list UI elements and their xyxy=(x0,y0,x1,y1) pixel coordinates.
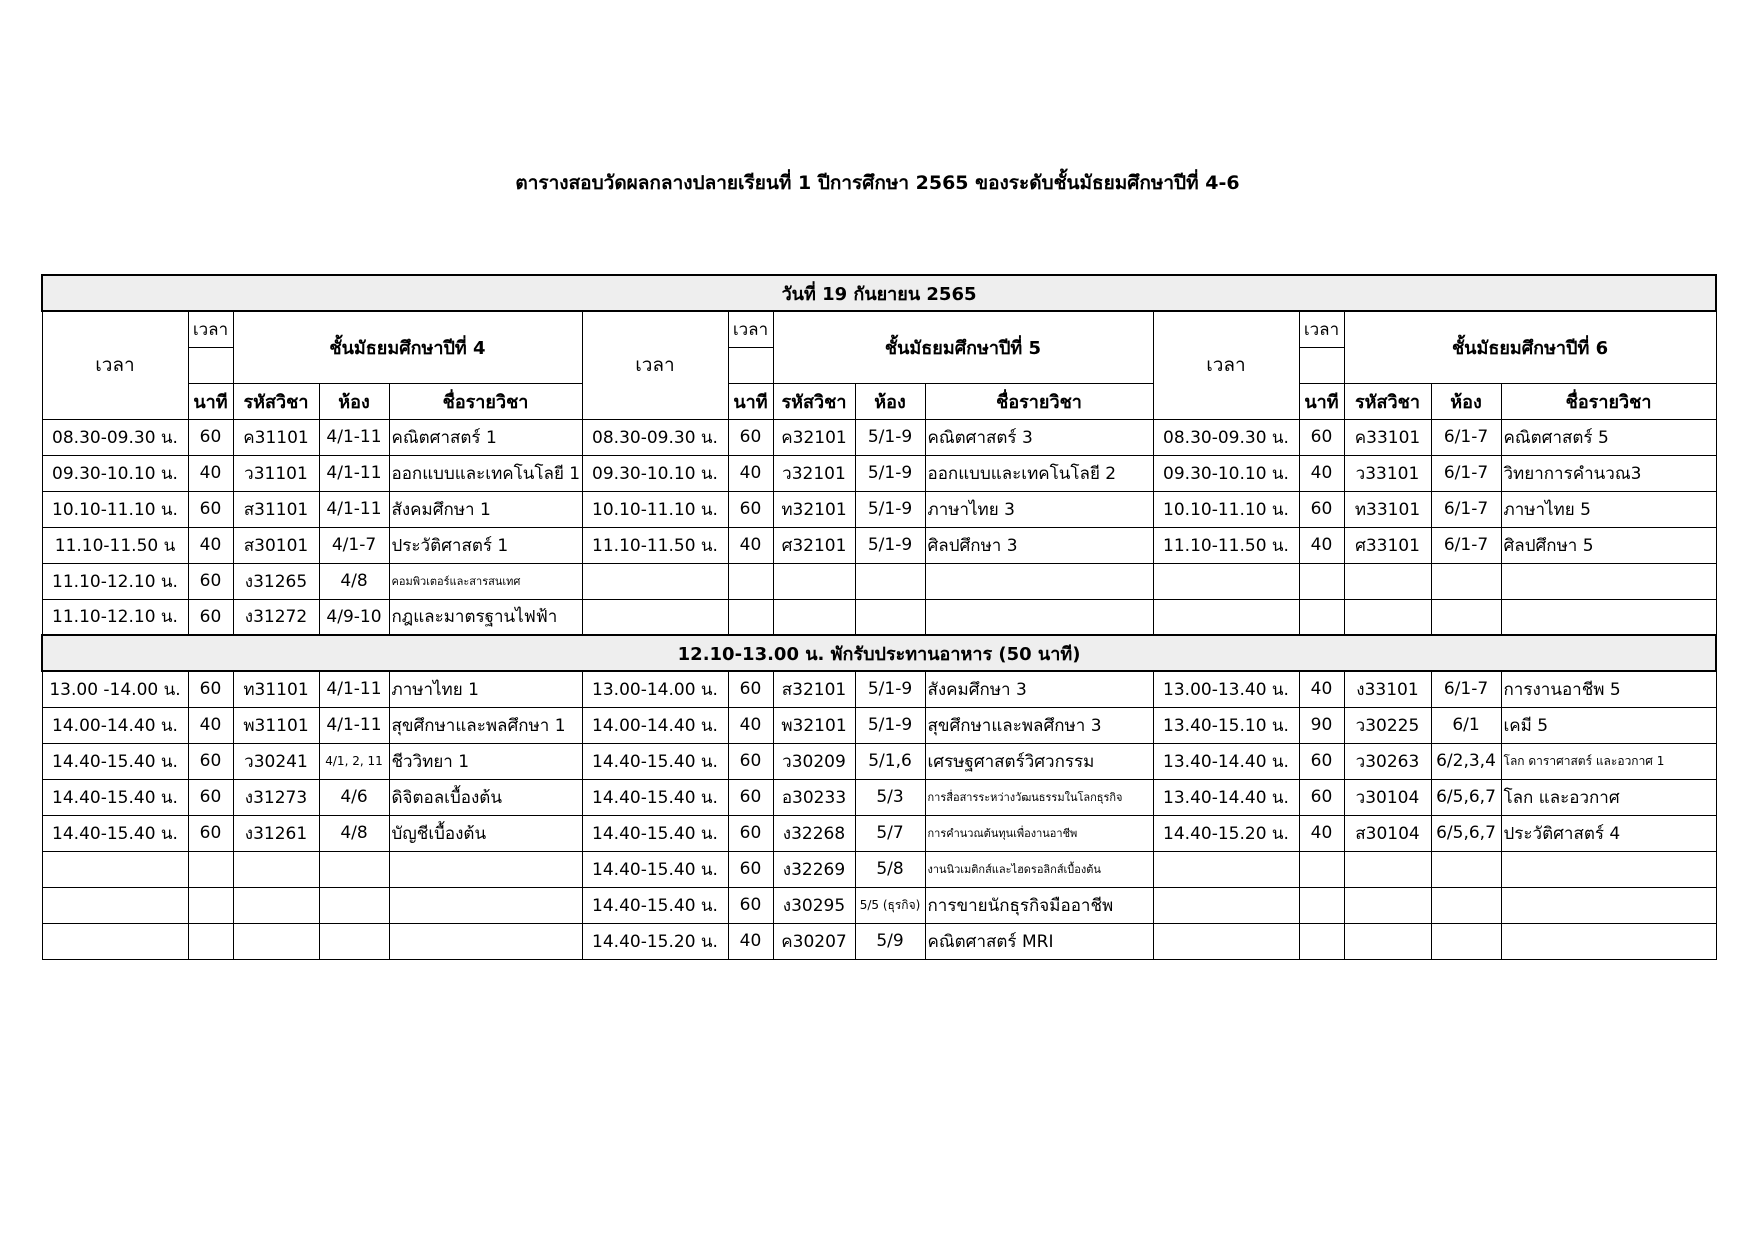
m4-room-cell: 4/1-7 xyxy=(319,527,389,563)
m6-code-cell: ค33101 xyxy=(1344,419,1431,455)
m5-room-cell: 5/1-9 xyxy=(855,455,925,491)
m6-room-cell xyxy=(1431,599,1501,635)
header-duration-spacer-m6 xyxy=(1299,347,1344,383)
document-title: ตารางสอบวัดผลกลางปลายเรียนที่ 1 ปีการศึกษา 2565 ของระดับชั้นมัธยมศึกษาปีที่ 4-6 xyxy=(515,172,1240,194)
m6-room-cell: 6/1-7 xyxy=(1431,491,1501,527)
m5-duration-cell: 60 xyxy=(728,779,773,815)
header-grade-6: ชั้นมัธยมศึกษาปีที่ 6 xyxy=(1344,311,1716,383)
m5-duration-cell: 40 xyxy=(728,455,773,491)
header-duration-bottom-m4: นาที xyxy=(188,383,233,419)
m6-duration-cell xyxy=(1299,887,1344,923)
header-code-m5: รหัสวิชา xyxy=(773,383,855,419)
m5-code-cell: ง32268 xyxy=(773,815,855,851)
m6-time-cell xyxy=(1153,599,1299,635)
m4-time-cell: 14.00-14.40 น. xyxy=(42,707,188,743)
m5-room-cell: 5/1,6 xyxy=(855,743,925,779)
m5-duration-cell xyxy=(728,599,773,635)
m4-duration-cell: 40 xyxy=(188,455,233,491)
m4-code-cell: ส31101 xyxy=(233,491,319,527)
m4-duration-cell: 60 xyxy=(188,563,233,599)
m4-duration-cell: 60 xyxy=(188,743,233,779)
m4-code-cell: ว31101 xyxy=(233,455,319,491)
m5-subject-cell: เศรษฐศาสตร์วิศวกรรม xyxy=(925,743,1153,779)
m5-code-cell: อ30233 xyxy=(773,779,855,815)
m5-time-cell: 09.30-10.10 น. xyxy=(582,455,728,491)
m5-subject-cell xyxy=(925,599,1153,635)
m6-room-cell xyxy=(1431,563,1501,599)
m4-duration-cell: 40 xyxy=(188,707,233,743)
m4-subject-cell: สุขศึกษาและพลศึกษา 1 xyxy=(389,707,582,743)
header-subject-m4: ชื่อรายวิชา xyxy=(389,383,582,419)
header-grade-5: ชั้นมัธยมศึกษาปีที่ 5 xyxy=(773,311,1153,383)
m5-time-cell xyxy=(582,599,728,635)
m5-room-cell: 5/9 xyxy=(855,923,925,959)
m4-subject-cell: ดิจิตอลเบื้องต้น xyxy=(389,779,582,815)
m4-room-cell: 4/8 xyxy=(319,563,389,599)
m4-time-cell: 13.00 -14.00 น. xyxy=(42,671,188,707)
m5-code-cell: ว30209 xyxy=(773,743,855,779)
m5-code-cell: ส32101 xyxy=(773,671,855,707)
m4-subject-cell: ภาษาไทย 1 xyxy=(389,671,582,707)
m6-room-cell: 6/1-7 xyxy=(1431,527,1501,563)
header-row-1 xyxy=(42,311,1716,347)
table-row xyxy=(42,815,1716,851)
m5-duration-cell: 60 xyxy=(728,491,773,527)
m6-time-cell: 09.30-10.10 น. xyxy=(1153,455,1299,491)
m4-subject-cell xyxy=(389,851,582,887)
m4-room-cell: 4/1-11 xyxy=(319,455,389,491)
m4-code-cell: ส30101 xyxy=(233,527,319,563)
m6-time-cell: 13.40-15.10 น. xyxy=(1153,707,1299,743)
header-code-m6: รหัสวิชา xyxy=(1344,383,1431,419)
m6-time-cell xyxy=(1153,851,1299,887)
m4-time-cell xyxy=(42,887,188,923)
m6-code-cell xyxy=(1344,923,1431,959)
m5-duration-cell: 40 xyxy=(728,707,773,743)
m5-subject-cell: ออกแบบและเทคโนโลยี 2 xyxy=(925,455,1153,491)
m6-duration-cell: 40 xyxy=(1299,527,1344,563)
m5-subject-cell: คณิตศาสตร์ 3 xyxy=(925,419,1153,455)
m6-subject-cell: คณิตศาสตร์ 5 xyxy=(1501,419,1716,455)
m4-code-cell: ง31273 xyxy=(233,779,319,815)
m6-code-cell: ท33101 xyxy=(1344,491,1431,527)
m5-time-cell: 13.00-14.00 น. xyxy=(582,671,728,707)
m6-duration-cell xyxy=(1299,851,1344,887)
m4-duration-cell: 60 xyxy=(188,419,233,455)
header-subject-m5: ชื่อรายวิชา xyxy=(925,383,1153,419)
m6-time-cell: 10.10-11.10 น. xyxy=(1153,491,1299,527)
m6-time-cell: 13.40-14.40 น. xyxy=(1153,743,1299,779)
m6-duration-cell xyxy=(1299,599,1344,635)
m6-subject-cell: โลก ดาราศาสตร์ และอวกาศ 1 xyxy=(1501,743,1716,779)
table-row xyxy=(42,779,1716,815)
m5-time-cell: 10.10-11.10 น. xyxy=(582,491,728,527)
header-duration-top-m6: เวลา xyxy=(1299,311,1344,347)
m6-duration-cell: 40 xyxy=(1299,815,1344,851)
m5-duration-cell xyxy=(728,563,773,599)
table-row xyxy=(42,851,1716,887)
m6-code-cell: ว30263 xyxy=(1344,743,1431,779)
m6-duration-cell: 40 xyxy=(1299,455,1344,491)
header-time-m4: เวลา xyxy=(42,311,188,419)
m5-code-cell: ง30295 xyxy=(773,887,855,923)
m6-subject-cell xyxy=(1501,599,1716,635)
table-row xyxy=(42,563,1716,599)
m5-room-cell: 5/1-9 xyxy=(855,527,925,563)
m6-subject-cell xyxy=(1501,923,1716,959)
m5-time-cell xyxy=(582,563,728,599)
m5-code-cell: พ32101 xyxy=(773,707,855,743)
m6-subject-cell: ประวัติศาสตร์ 4 xyxy=(1501,815,1716,851)
m4-time-cell: 14.40-15.40 น. xyxy=(42,779,188,815)
m6-subject-cell: ศิลปศึกษา 5 xyxy=(1501,527,1716,563)
m4-time-cell xyxy=(42,923,188,959)
m4-subject-cell: คณิตศาสตร์ 1 xyxy=(389,419,582,455)
m5-time-cell: 14.40-15.20 น. xyxy=(582,923,728,959)
m4-room-cell: 4/1-11 xyxy=(319,671,389,707)
m6-code-cell xyxy=(1344,887,1431,923)
m6-subject-cell: เคมี 5 xyxy=(1501,707,1716,743)
m4-code-cell: ง31272 xyxy=(233,599,319,635)
m6-duration-cell: 60 xyxy=(1299,743,1344,779)
m6-code-cell: ง33101 xyxy=(1344,671,1431,707)
m6-time-cell: 14.40-15.20 น. xyxy=(1153,815,1299,851)
table-row xyxy=(42,707,1716,743)
m4-code-cell: พ31101 xyxy=(233,707,319,743)
m6-code-cell: ว30225 xyxy=(1344,707,1431,743)
m4-subject-cell xyxy=(389,923,582,959)
m4-code-cell: ท31101 xyxy=(233,671,319,707)
m4-room-cell: 4/1-11 xyxy=(319,491,389,527)
header-grade-4: ชั้นมัธยมศึกษาปีที่ 4 xyxy=(233,311,582,383)
m4-duration-cell xyxy=(188,887,233,923)
m4-duration-cell: 60 xyxy=(188,671,233,707)
header-duration-spacer-m4 xyxy=(188,347,233,383)
m5-room-cell xyxy=(855,563,925,599)
m6-duration-cell: 60 xyxy=(1299,779,1344,815)
m5-subject-cell: การคำนวณต้นทุนเพื่องานอาชีพ xyxy=(925,815,1153,851)
header-subject-m6: ชื่อรายวิชา xyxy=(1501,383,1716,419)
header-row-3 xyxy=(42,383,1716,419)
m6-time-cell xyxy=(1153,887,1299,923)
m4-code-cell xyxy=(233,887,319,923)
m6-duration-cell xyxy=(1299,563,1344,599)
m6-subject-cell: วิทยาการคำนวณ3 xyxy=(1501,455,1716,491)
m5-duration-cell: 40 xyxy=(728,527,773,563)
m5-room-cell xyxy=(855,599,925,635)
header-room-m5: ห้อง xyxy=(855,383,925,419)
m5-subject-cell xyxy=(925,563,1153,599)
table-row xyxy=(42,671,1716,707)
m6-time-cell: 13.40-14.40 น. xyxy=(1153,779,1299,815)
m5-duration-cell: 60 xyxy=(728,671,773,707)
m6-time-cell: 11.10-11.50 น. xyxy=(1153,527,1299,563)
m4-room-cell: 4/1-11 xyxy=(319,707,389,743)
m5-room-cell: 5/1-9 xyxy=(855,671,925,707)
m5-time-cell: 14.40-15.40 น. xyxy=(582,815,728,851)
table-row xyxy=(42,923,1716,959)
m5-room-cell: 5/7 xyxy=(855,815,925,851)
header-duration-top-m4: เวลา xyxy=(188,311,233,347)
m5-code-cell: ง32269 xyxy=(773,851,855,887)
table-row xyxy=(42,599,1716,635)
table-row xyxy=(42,455,1716,491)
m6-code-cell: ส30104 xyxy=(1344,815,1431,851)
m4-time-cell: 09.30-10.10 น. xyxy=(42,455,188,491)
header-duration-bottom-m6: นาที xyxy=(1299,383,1344,419)
m5-code-cell: ท32101 xyxy=(773,491,855,527)
m6-room-cell: 6/5,6,7 xyxy=(1431,779,1501,815)
header-duration-top-m5: เวลา xyxy=(728,311,773,347)
m6-time-cell: 13.00-13.40 น. xyxy=(1153,671,1299,707)
m4-code-cell: ง31261 xyxy=(233,815,319,851)
m4-subject-cell: ชีววิทยา 1 xyxy=(389,743,582,779)
header-room-m4: ห้อง xyxy=(319,383,389,419)
m6-subject-cell xyxy=(1501,887,1716,923)
m6-time-cell xyxy=(1153,563,1299,599)
m5-room-cell: 5/3 xyxy=(855,779,925,815)
m4-code-cell: ง31265 xyxy=(233,563,319,599)
m5-subject-cell: ภาษาไทย 3 xyxy=(925,491,1153,527)
m5-room-cell: 5/1-9 xyxy=(855,707,925,743)
header-duration-bottom-m5: นาที xyxy=(728,383,773,419)
m5-time-cell: 14.40-15.40 น. xyxy=(582,887,728,923)
m5-room-cell: 5/1-9 xyxy=(855,491,925,527)
m4-room-cell: 4/9-10 xyxy=(319,599,389,635)
m4-duration-cell xyxy=(188,923,233,959)
m6-room-cell: 6/5,6,7 xyxy=(1431,815,1501,851)
header-room-m6: ห้อง xyxy=(1431,383,1501,419)
m4-code-cell: ว30241 xyxy=(233,743,319,779)
m5-time-cell: 14.00-14.40 น. xyxy=(582,707,728,743)
m6-duration-cell: 60 xyxy=(1299,419,1344,455)
header-time-m5: เวลา xyxy=(582,311,728,419)
m4-subject-cell xyxy=(389,887,582,923)
table-row xyxy=(42,419,1716,455)
m6-room-cell: 6/1-7 xyxy=(1431,455,1501,491)
m5-code-cell: ว32101 xyxy=(773,455,855,491)
m5-subject-cell: งานนิวเมติกส์และไฮดรอลิกส์เบื้องต้น xyxy=(925,851,1153,887)
m6-subject-cell xyxy=(1501,563,1716,599)
table-row xyxy=(42,743,1716,779)
m5-duration-cell: 40 xyxy=(728,923,773,959)
header-duration-spacer-m5 xyxy=(728,347,773,383)
m5-time-cell: 14.40-15.40 น. xyxy=(582,851,728,887)
m4-room-cell xyxy=(319,851,389,887)
m6-room-cell xyxy=(1431,851,1501,887)
table-row xyxy=(42,527,1716,563)
m4-room-cell: 4/6 xyxy=(319,779,389,815)
m5-time-cell: 11.10-11.50 น. xyxy=(582,527,728,563)
m5-time-cell: 14.40-15.40 น. xyxy=(582,779,728,815)
m5-code-cell xyxy=(773,563,855,599)
m4-duration-cell: 40 xyxy=(188,527,233,563)
m6-code-cell: ว30104 xyxy=(1344,779,1431,815)
m6-code-cell xyxy=(1344,851,1431,887)
m4-subject-cell: คอมพิวเตอร์และสารสนเทศ xyxy=(389,563,582,599)
header-time-m6: เวลา xyxy=(1153,311,1299,419)
m6-time-cell: 08.30-09.30 น. xyxy=(1153,419,1299,455)
m4-duration-cell: 60 xyxy=(188,815,233,851)
m6-room-cell: 6/1-7 xyxy=(1431,419,1501,455)
m5-duration-cell: 60 xyxy=(728,815,773,851)
m5-subject-cell: สุขศึกษาและพลศึกษา 3 xyxy=(925,707,1153,743)
m4-subject-cell: ประวัติศาสตร์ 1 xyxy=(389,527,582,563)
lunch-banner: 12.10-13.00 น. พักรับประทานอาหาร (50 นาที) xyxy=(42,635,1716,671)
m4-time-cell: 11.10-12.10 น. xyxy=(42,563,188,599)
m6-room-cell: 6/2,3,4 xyxy=(1431,743,1501,779)
m4-time-cell: 11.10-11.50 น xyxy=(42,527,188,563)
m5-code-cell: ค30207 xyxy=(773,923,855,959)
m5-subject-cell: คณิตศาสตร์ MRI xyxy=(925,923,1153,959)
m4-subject-cell: สังคมศึกษา 1 xyxy=(389,491,582,527)
m5-subject-cell: การขายนักธุรกิจมืออาชีพ xyxy=(925,887,1153,923)
m4-subject-cell: กฎและมาตรฐานไฟฟ้า xyxy=(389,599,582,635)
m5-subject-cell: ศิลปศึกษา 3 xyxy=(925,527,1153,563)
m5-time-cell: 14.40-15.40 น. xyxy=(582,743,728,779)
m6-room-cell: 6/1 xyxy=(1431,707,1501,743)
m6-time-cell xyxy=(1153,923,1299,959)
m6-code-cell: ศ33101 xyxy=(1344,527,1431,563)
m4-room-cell xyxy=(319,887,389,923)
m4-duration-cell xyxy=(188,851,233,887)
m5-subject-cell: การสื่อสารระหว่างวัฒนธรรมในโลกธุรกิจ xyxy=(925,779,1153,815)
m6-room-cell xyxy=(1431,923,1501,959)
m6-duration-cell xyxy=(1299,923,1344,959)
m4-subject-cell: บัญชีเบื้องต้น xyxy=(389,815,582,851)
m4-room-cell xyxy=(319,923,389,959)
m4-time-cell xyxy=(42,851,188,887)
m5-time-cell: 08.30-09.30 น. xyxy=(582,419,728,455)
m4-code-cell: ค31101 xyxy=(233,419,319,455)
m5-subject-cell: สังคมศึกษา 3 xyxy=(925,671,1153,707)
m5-room-cell: 5/8 xyxy=(855,851,925,887)
m5-duration-cell: 60 xyxy=(728,419,773,455)
m4-code-cell xyxy=(233,851,319,887)
m6-code-cell xyxy=(1344,599,1431,635)
m5-duration-cell: 60 xyxy=(728,887,773,923)
m4-room-cell: 4/1-11 xyxy=(319,419,389,455)
header-code-m4: รหัสวิชา xyxy=(233,383,319,419)
m6-subject-cell: การงานอาชีพ 5 xyxy=(1501,671,1716,707)
m5-room-cell: 5/5 (ธุรกิจ) xyxy=(855,887,925,923)
m5-duration-cell: 60 xyxy=(728,851,773,887)
m6-room-cell: 6/1-7 xyxy=(1431,671,1501,707)
m6-subject-cell: โลก และอวกาศ xyxy=(1501,779,1716,815)
m4-time-cell: 11.10-12.10 น. xyxy=(42,599,188,635)
m5-code-cell: ค32101 xyxy=(773,419,855,455)
m6-subject-cell xyxy=(1501,851,1716,887)
m4-subject-cell: ออกแบบและเทคโนโลยี 1 xyxy=(389,455,582,491)
m6-duration-cell: 40 xyxy=(1299,671,1344,707)
m4-code-cell xyxy=(233,923,319,959)
table-row xyxy=(42,491,1716,527)
m5-code-cell xyxy=(773,599,855,635)
m4-duration-cell: 60 xyxy=(188,779,233,815)
m4-duration-cell: 60 xyxy=(188,491,233,527)
exam-schedule-table xyxy=(41,274,1717,960)
m6-code-cell xyxy=(1344,563,1431,599)
m4-time-cell: 10.10-11.10 น. xyxy=(42,491,188,527)
m6-room-cell xyxy=(1431,887,1501,923)
m5-duration-cell: 60 xyxy=(728,743,773,779)
m4-time-cell: 14.40-15.40 น. xyxy=(42,815,188,851)
m4-time-cell: 14.40-15.40 น. xyxy=(42,743,188,779)
date-banner: วันที่ 19 กันยายน 2565 xyxy=(42,275,1716,311)
table-row xyxy=(42,887,1716,923)
m4-room-cell: 4/1, 2, 11 xyxy=(319,743,389,779)
m4-time-cell: 08.30-09.30 น. xyxy=(42,419,188,455)
m6-duration-cell: 90 xyxy=(1299,707,1344,743)
m5-code-cell: ศ32101 xyxy=(773,527,855,563)
m5-room-cell: 5/1-9 xyxy=(855,419,925,455)
m4-duration-cell: 60 xyxy=(188,599,233,635)
m6-duration-cell: 60 xyxy=(1299,491,1344,527)
m4-room-cell: 4/8 xyxy=(319,815,389,851)
m6-code-cell: ว33101 xyxy=(1344,455,1431,491)
m6-subject-cell: ภาษาไทย 5 xyxy=(1501,491,1716,527)
